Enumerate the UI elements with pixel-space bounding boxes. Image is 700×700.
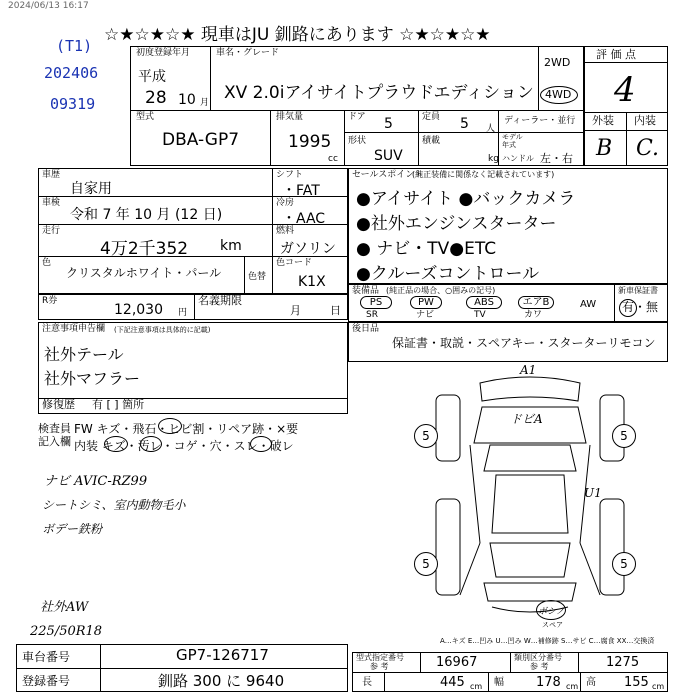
doors-label: ドア	[348, 112, 366, 122]
fuel-label: 燃料	[276, 226, 295, 236]
note-line-1: 社外テール	[44, 345, 124, 364]
sales-point-1: ●アイサイト ●バックカメラ	[356, 189, 576, 209]
load-label: 積載	[422, 136, 441, 146]
registration-number-label: 登録番号	[22, 674, 71, 688]
category-ref: 参 考	[530, 662, 549, 671]
lot-number: 09319	[50, 95, 96, 113]
handle-label: ハンドル	[502, 154, 534, 163]
height: 155	[624, 675, 649, 690]
equip-leather: カワ	[524, 310, 543, 320]
title-date-month: 月	[290, 304, 301, 317]
evaluation-score: 4	[614, 70, 636, 110]
attachments: 保証書・取説・スペアキー・スターターリモコン	[392, 336, 656, 350]
color: クリスタルホワイト・パール	[66, 266, 222, 280]
warranty-label: 新車保証書	[618, 286, 658, 295]
damage-legend: A…キズ E…凹み U…凹み W…補修跡 S…サビ C…腐食 XX…交換済	[440, 637, 655, 645]
aircon-label: 冷房	[276, 198, 295, 208]
dealer-label: ディーラー・並行	[504, 116, 576, 126]
mark-side: U1	[584, 486, 602, 500]
displacement-unit: cc	[328, 154, 338, 164]
length: 445	[440, 675, 465, 690]
body-type: SUV	[374, 148, 403, 164]
mileage: 4万2千352	[100, 239, 189, 259]
equip-sr: SR	[366, 310, 378, 320]
width-unit: cm	[566, 682, 579, 691]
registration-year: 28	[145, 88, 167, 108]
spare-label: スペア	[542, 621, 563, 629]
interior-grade: C.	[636, 136, 660, 161]
wheel-front-left: 5	[414, 424, 438, 448]
mileage-unit: km	[220, 238, 242, 254]
type-designation-label: 型式指定番号	[356, 653, 404, 662]
lot-code: (T1)	[56, 37, 93, 55]
color-code-label: 色コード	[276, 258, 313, 268]
wheel-rear-right: 5	[612, 552, 636, 576]
mark-flying-stone	[158, 418, 182, 434]
history-label: 車歴	[42, 170, 61, 180]
registration-month: 10	[178, 92, 196, 108]
inspector-row-1: FW キズ・飛石・ヒビ割・リペア跡・×要	[74, 422, 299, 436]
mark-top: ドビA	[510, 412, 543, 426]
notes-label: 注意事項申告欄	[42, 324, 106, 334]
repair-history: 有 [ ] 箇所	[92, 398, 145, 411]
hand-tire: 225/50R18	[30, 624, 103, 639]
exterior-grade: B	[596, 136, 613, 161]
mark-wear	[250, 436, 272, 452]
equip-tv: TV	[474, 310, 486, 320]
recycle-row	[38, 294, 348, 320]
inspector-label-2: 記入欄	[38, 435, 71, 448]
warranty-value: 有・無	[622, 300, 659, 314]
car-diagram	[400, 365, 670, 630]
color-code: K1X	[298, 274, 326, 290]
displacement: 1995	[288, 132, 332, 152]
mileage-label: 走行	[42, 226, 61, 236]
mark-scratch	[104, 436, 128, 452]
inspector-label-1: 検査員	[38, 422, 71, 435]
sales-point-4: ●クルーズコントロール	[356, 264, 540, 284]
location-banner: ☆★☆★☆★ 現車はJU 釧路にあります ☆★☆★☆★	[104, 25, 491, 45]
displacement-label: 排気量	[276, 112, 304, 122]
color-replace-label: 色替	[248, 272, 267, 282]
repair-history-label: 修復歴	[42, 398, 75, 411]
title-date-day: 日	[330, 304, 341, 317]
body-type-label: 形状	[348, 136, 367, 146]
type-designation-ref: 参 考	[370, 662, 389, 671]
capacity-unit: 人	[486, 124, 496, 134]
load-unit: kg	[488, 154, 499, 164]
equip-abs: ABS	[466, 296, 502, 309]
score-label: 評 価 点	[596, 48, 636, 61]
aircon: ・AAC	[282, 211, 326, 227]
exterior-label: 外装	[592, 114, 614, 127]
model-year-label2: 年式	[502, 141, 516, 149]
hand-aw: 社外AW	[40, 600, 89, 615]
mark-front: A1	[520, 363, 537, 377]
equip-ps: PS	[360, 296, 392, 309]
history: 自家用	[70, 181, 112, 197]
frame-number: GP7-126717	[176, 646, 269, 664]
frame-number-label: 車台番号	[22, 650, 71, 664]
inspection-date: 令和 7 年 10 月 (12 日)	[70, 207, 223, 223]
equip-navi: ナビ	[416, 310, 435, 320]
hand-nav: ナビ AVIC-RZ99	[44, 474, 148, 489]
sales-points-label: セールスポイント	[352, 170, 424, 180]
category: 1275	[606, 655, 640, 670]
month-unit: 月	[200, 98, 210, 108]
drive-2wd: 2WD	[544, 56, 571, 69]
wheel-front-right: 5	[612, 424, 636, 448]
equipment-label: 装備品	[352, 286, 380, 296]
handle-side: 左・右	[540, 152, 573, 165]
capacity: 5	[460, 116, 469, 132]
hand-seat: シートシミ、室内動物毛小	[42, 498, 186, 512]
mark-stain	[140, 436, 162, 452]
model-grade-label: 車名・グレード	[216, 48, 280, 58]
doors: 5	[384, 116, 393, 132]
equip-airbag: エアB	[518, 296, 554, 309]
warranty-circle	[619, 299, 637, 317]
shift: ・FAT	[282, 183, 320, 199]
recycle-label: R券	[42, 296, 58, 306]
height-label: 高	[586, 677, 596, 688]
note-line-2: 社外マフラー	[44, 369, 141, 388]
print-timestamp: 2024/06/13 16:17	[8, 1, 89, 11]
sales-point-2: ●社外エンジンスターター	[356, 214, 557, 234]
capacity-label: 定員	[422, 112, 441, 122]
color-label: 色	[42, 258, 52, 268]
height-unit: cm	[652, 682, 665, 691]
length-label: 長	[362, 677, 372, 688]
wheel-rear-left: 5	[414, 552, 438, 576]
spare-mark: ボシノ	[538, 607, 565, 617]
sales-points-note: (純正装備に関係なく記載されています)	[412, 170, 555, 179]
title-date-label: 名義期限	[198, 294, 242, 307]
equip-pw: PW	[410, 296, 442, 309]
fuel: ガソリン	[280, 241, 336, 257]
inspector-row-2: 内装 キズ・汚レ・コゲ・穴・スレ・破レ	[74, 439, 294, 453]
model-year-label1: モデル	[502, 133, 523, 141]
model-code-label: 型式	[136, 112, 155, 122]
equip-aw: AW	[580, 299, 597, 310]
model-grade: XV 2.0iアイサイトプラウドエディション	[224, 83, 534, 103]
model-code: DBA-GP7	[162, 130, 240, 150]
shift-label: シフト	[276, 170, 304, 180]
type-designation: 16967	[436, 655, 478, 670]
registration-number: 釧路 300 に 9640	[158, 672, 285, 690]
interior-label: 内装	[634, 114, 656, 127]
recycle-unit: 円	[178, 308, 188, 318]
first-registration-label: 初度登録年月	[136, 48, 191, 58]
recycle-fee: 12,030	[114, 302, 163, 318]
inspection-label: 車検	[42, 198, 61, 208]
category-label: 類別区分番号	[514, 653, 562, 662]
sales-point-3: ● ナビ・TV●ETC	[356, 239, 497, 259]
width-label: 幅	[494, 677, 504, 688]
equipment-note: (純正品の場合、○囲みの記号)	[386, 286, 496, 295]
attachments-label: 後日品	[352, 324, 380, 334]
notes-sub: (下記注意事項は具体的に記載)	[114, 326, 211, 334]
hand-body: ボデー鉄粉	[42, 522, 103, 536]
drive-4wd: 4WD	[545, 88, 572, 101]
length-unit: cm	[470, 682, 483, 691]
auction-date: 202406	[44, 64, 99, 82]
era: 平成	[138, 69, 166, 85]
width: 178	[536, 675, 561, 690]
